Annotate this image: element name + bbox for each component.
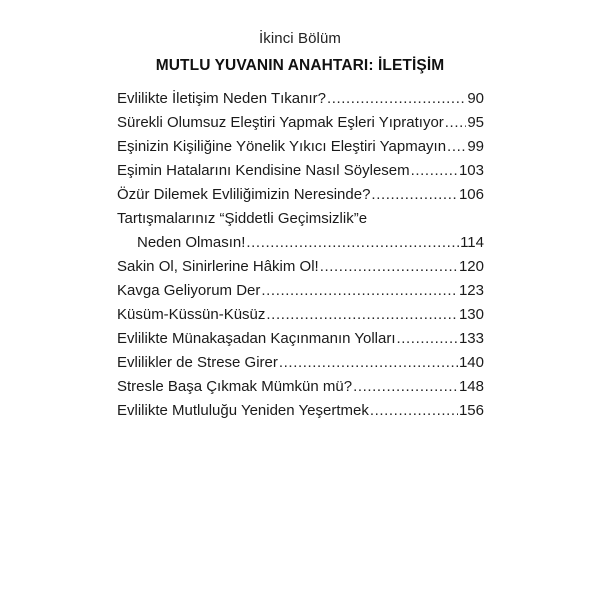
toc-entry-page: 123 (458, 282, 484, 299)
dot-leader (411, 159, 458, 183)
toc-entry-multiline (117, 207, 484, 255)
toc-entry-page: 140 (458, 354, 484, 371)
dot-leader (397, 327, 458, 351)
toc-entry-title: Stresle Başa Çıkmak Mümkün mü? (117, 378, 353, 395)
toc-entry-page: 114 (460, 234, 484, 251)
toc-entry (117, 87, 484, 111)
toc-entry-title: Sürekli Olumsuz Eleştiri Yapmak Eşleri Yıpratıyor (117, 114, 444, 131)
toc-entry-title-line2: Neden Olmasın! (137, 234, 246, 251)
toc-entry-title: Evlilikler de Strese Girer (117, 354, 278, 371)
dot-leader (261, 279, 458, 303)
section-label: İkinci Bölüm (258, 30, 342, 47)
dot-leader (320, 255, 458, 279)
toc-entry-page: 99 (467, 138, 484, 155)
dot-leader (370, 399, 458, 423)
toc-entry-page: 95 (467, 114, 484, 131)
dot-leader (266, 303, 458, 327)
toc-entry-page: 90 (467, 90, 484, 107)
dot-leader (353, 375, 458, 399)
toc-entry-title: Evlilikte Münakaşadan Kaçınmanın Yolları (117, 330, 396, 347)
toc-entry-title: Eşinizin Kişiliğine Yönelik Yıkıcı Eleştiri Yapmayın (117, 138, 447, 155)
dot-leader (279, 351, 458, 375)
toc-entry-page: 156 (458, 402, 484, 419)
toc-entry (117, 399, 484, 423)
toc-entry-page: 148 (458, 378, 484, 395)
toc-entry (117, 351, 484, 375)
dot-leader (445, 111, 467, 135)
toc-entry (117, 135, 484, 159)
dot-leader (371, 183, 458, 207)
toc-entry-title: Evlilikte Mutluluğu Yeniden Yeşertmek (117, 402, 369, 419)
toc-entry-title: Evlilikte İletişim Neden Tıkanır? (117, 90, 326, 107)
toc-entry-page: 133 (458, 330, 484, 347)
toc-entry-page: 130 (458, 306, 484, 323)
toc-entry (117, 303, 484, 327)
toc-entry (117, 255, 484, 279)
toc-entry (117, 327, 484, 351)
toc-entry-page: 103 (458, 162, 484, 179)
toc-entry (117, 159, 484, 183)
toc-entry (117, 375, 484, 399)
toc-entry (117, 183, 484, 207)
table-of-contents (117, 87, 484, 423)
toc-entry-title: Sakin Ol, Sinirlerine Hâkim Ol! (117, 258, 319, 275)
dot-leader (246, 231, 459, 255)
toc-entry-page: 106 (458, 186, 484, 203)
toc-entry-title: Özür Dilemek Evliliğimizin Neresinde? (117, 186, 371, 203)
toc-entry-title: Eşimin Hatalarını Kendisine Nasıl Söylesem (117, 162, 410, 179)
toc-entry-title-line1: Tartışmalarınız “Şiddetli Geçimsizlik”e (117, 210, 368, 227)
chapter-title: MUTLU YUVANIN ANAHTARI: İLETİŞİM (155, 57, 445, 74)
toc-entry (117, 279, 484, 303)
toc-entry-title: Kavga Geliyorum Der (117, 282, 261, 299)
toc-entry-page: 120 (458, 258, 484, 275)
toc-entry-title: Küsüm-Küssün-Küsüz (117, 306, 266, 323)
toc-entry (117, 111, 484, 135)
dot-leader (327, 87, 466, 111)
dot-leader (447, 135, 466, 159)
